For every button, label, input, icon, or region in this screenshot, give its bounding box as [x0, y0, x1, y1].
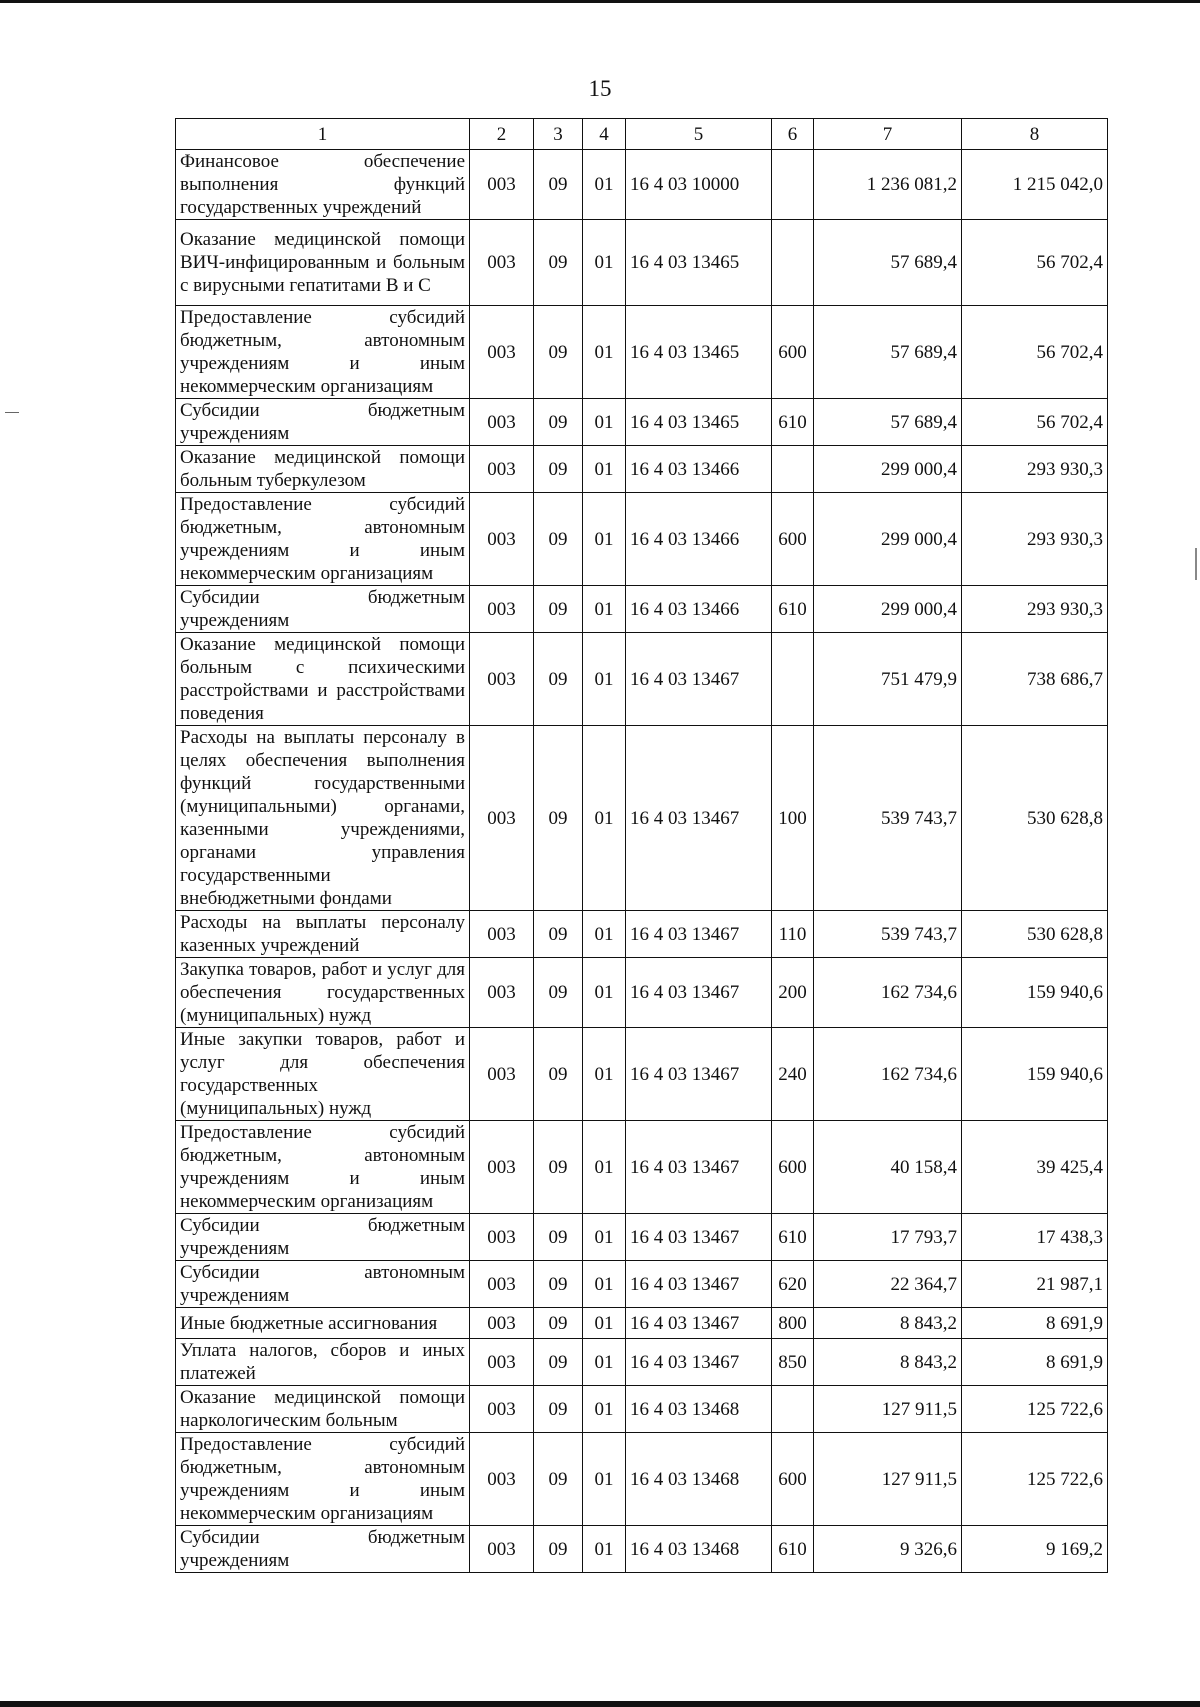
target-article-cell: 16 4 03 13467 — [626, 633, 772, 726]
header-col-7: 7 — [814, 119, 962, 150]
row-name-cell: Предоставление субсидий бюджетным, автономным учреждениям и иным некоммерческим организациям — [176, 493, 470, 586]
expense-type-cell: 800 — [772, 1308, 814, 1339]
section-code-cell: 09 — [534, 1308, 583, 1339]
amount-year2-cell: 56 702,4 — [962, 306, 1108, 399]
section-code-cell: 09 — [534, 493, 583, 586]
row-name-cell: Уплата налогов, сборов и иных платежей — [176, 1339, 470, 1386]
left-margin-mark — [5, 412, 19, 413]
row-name-cell: Расходы на выплаты персоналу в целях обеспечения выполнения функций государственными (муниципальными) органами, казенными учреждениями, органами управления государственными внебюджетными фондами — [176, 726, 470, 911]
bottom-scan-border — [0, 1701, 1200, 1707]
subsection-code-cell: 01 — [583, 586, 626, 633]
subsection-code-cell: 01 — [583, 958, 626, 1028]
amount-year2-cell: 1 215 042,0 — [962, 150, 1108, 220]
target-article-cell: 16 4 03 10000 — [626, 150, 772, 220]
section-code-cell: 09 — [534, 586, 583, 633]
target-article-cell: 16 4 03 13468 — [626, 1526, 772, 1573]
table-row — [176, 1028, 1108, 1121]
row-name-cell: Субсидии бюджетным учреждениям — [176, 1526, 470, 1573]
section-code-cell: 09 — [534, 1339, 583, 1386]
table-row — [176, 399, 1108, 446]
expense-type-cell — [772, 220, 814, 306]
row-name-cell: Оказание медицинской помощи ВИЧ-инфицированным и больным с вирусными гепатитами В и С — [176, 220, 470, 306]
ministry-code-cell: 003 — [470, 726, 534, 911]
page-number: 15 — [588, 76, 612, 101]
target-article-cell: 16 4 03 13467 — [626, 726, 772, 911]
table-row — [176, 1214, 1108, 1261]
section-code-cell: 09 — [534, 1261, 583, 1308]
subsection-code-cell: 01 — [583, 306, 626, 399]
ministry-code-cell: 003 — [470, 1028, 534, 1121]
amount-year1-cell: 57 689,4 — [814, 306, 962, 399]
amount-year2-cell: 293 930,3 — [962, 586, 1108, 633]
expense-type-cell: 610 — [772, 1526, 814, 1573]
row-name-cell: Оказание медицинской помощи больным с психическими расстройствами и расстройствами поведения — [176, 633, 470, 726]
expense-type-cell: 100 — [772, 726, 814, 911]
subsection-code-cell: 01 — [583, 1308, 626, 1339]
target-article-cell: 16 4 03 13468 — [626, 1386, 772, 1433]
table-row — [176, 586, 1108, 633]
ministry-code-cell: 003 — [470, 1261, 534, 1308]
table-row — [176, 1261, 1108, 1308]
section-code-cell: 09 — [534, 958, 583, 1028]
amount-year1-cell: 299 000,4 — [814, 446, 962, 493]
expense-type-cell — [772, 150, 814, 220]
header-col-2: 2 — [470, 119, 534, 150]
expense-type-cell — [772, 1386, 814, 1433]
amount-year2-cell: 56 702,4 — [962, 399, 1108, 446]
amount-year2-cell: 293 930,3 — [962, 493, 1108, 586]
table-row — [176, 633, 1108, 726]
row-name-cell: Закупка товаров, работ и услуг для обеспечения государственных (муниципальных) нужд — [176, 958, 470, 1028]
section-code-cell: 09 — [534, 446, 583, 493]
ministry-code-cell: 003 — [470, 1308, 534, 1339]
section-code-cell: 09 — [534, 399, 583, 446]
table-row — [176, 1339, 1108, 1386]
expense-type-cell: 110 — [772, 911, 814, 958]
expense-type-cell — [772, 633, 814, 726]
table-row — [176, 446, 1108, 493]
expense-type-cell: 200 — [772, 958, 814, 1028]
amount-year1-cell: 57 689,4 — [814, 220, 962, 306]
amount-year2-cell: 9 169,2 — [962, 1526, 1108, 1573]
amount-year2-cell: 125 722,6 — [962, 1386, 1108, 1433]
section-code-cell: 09 — [534, 1386, 583, 1433]
row-name-cell: Оказание медицинской помощи больным туберкулезом — [176, 446, 470, 493]
subsection-code-cell: 01 — [583, 1028, 626, 1121]
expense-type-cell: 610 — [772, 399, 814, 446]
row-name-cell: Иные закупки товаров, работ и услуг для обеспечения государственных (муниципальных) нужд — [176, 1028, 470, 1121]
row-name-cell: Субсидии бюджетным учреждениям — [176, 399, 470, 446]
row-name-cell: Предоставление субсидий бюджетным, автономным учреждениям и иным некоммерческим организациям — [176, 306, 470, 399]
row-name-cell: Субсидии автономным учреждениям — [176, 1261, 470, 1308]
target-article-cell: 16 4 03 13467 — [626, 1028, 772, 1121]
amount-year2-cell: 159 940,6 — [962, 958, 1108, 1028]
target-article-cell: 16 4 03 13467 — [626, 1121, 772, 1214]
section-code-cell: 09 — [534, 1433, 583, 1526]
header-col-6: 6 — [772, 119, 814, 150]
subsection-code-cell: 01 — [583, 1339, 626, 1386]
amount-year1-cell: 751 479,9 — [814, 633, 962, 726]
table-row — [176, 1308, 1108, 1339]
subsection-code-cell: 01 — [583, 1433, 626, 1526]
row-name-cell: Оказание медицинской помощи наркологическим больным — [176, 1386, 470, 1433]
expense-type-cell: 850 — [772, 1339, 814, 1386]
amount-year2-cell: 293 930,3 — [962, 446, 1108, 493]
expense-type-cell: 600 — [772, 306, 814, 399]
amount-year1-cell: 127 911,5 — [814, 1433, 962, 1526]
subsection-code-cell: 01 — [583, 150, 626, 220]
ministry-code-cell: 003 — [470, 493, 534, 586]
amount-year1-cell: 127 911,5 — [814, 1386, 962, 1433]
amount-year1-cell: 1 236 081,2 — [814, 150, 962, 220]
target-article-cell: 16 4 03 13467 — [626, 1261, 772, 1308]
table-row — [176, 150, 1108, 220]
ministry-code-cell: 003 — [470, 1433, 534, 1526]
amount-year1-cell: 162 734,6 — [814, 1028, 962, 1121]
subsection-code-cell: 01 — [583, 1121, 626, 1214]
amount-year2-cell: 125 722,6 — [962, 1433, 1108, 1526]
row-name-cell: Субсидии бюджетным учреждениям — [176, 586, 470, 633]
header-col-5: 5 — [626, 119, 772, 150]
ministry-code-cell: 003 — [470, 911, 534, 958]
ministry-code-cell: 003 — [470, 399, 534, 446]
row-name-cell: Предоставление субсидий бюджетным, автономным учреждениям и иным некоммерческим организациям — [176, 1121, 470, 1214]
expense-type-cell: 600 — [772, 1121, 814, 1214]
section-code-cell: 09 — [534, 633, 583, 726]
ministry-code-cell: 003 — [470, 306, 534, 399]
target-article-cell: 16 4 03 13465 — [626, 399, 772, 446]
expense-type-cell: 620 — [772, 1261, 814, 1308]
amount-year1-cell: 539 743,7 — [814, 726, 962, 911]
budget-table — [175, 118, 1108, 1573]
ministry-code-cell: 003 — [470, 1526, 534, 1573]
target-article-cell: 16 4 03 13467 — [626, 911, 772, 958]
section-code-cell: 09 — [534, 911, 583, 958]
subsection-code-cell: 01 — [583, 493, 626, 586]
subsection-code-cell: 01 — [583, 633, 626, 726]
ministry-code-cell: 003 — [470, 1214, 534, 1261]
target-article-cell: 16 4 03 13465 — [626, 306, 772, 399]
header-col-1: 1 — [176, 119, 470, 150]
top-scan-border — [0, 0, 1200, 3]
target-article-cell: 16 4 03 13465 — [626, 220, 772, 306]
subsection-code-cell: 01 — [583, 399, 626, 446]
subsection-code-cell: 01 — [583, 726, 626, 911]
amount-year2-cell: 530 628,8 — [962, 726, 1108, 911]
table-row — [176, 220, 1108, 306]
target-article-cell: 16 4 03 13466 — [626, 493, 772, 586]
target-article-cell: 16 4 03 13468 — [626, 1433, 772, 1526]
table-row — [176, 911, 1108, 958]
section-code-cell: 09 — [534, 726, 583, 911]
row-name-cell: Финансовое обеспечение выполнения функций государственных учреждений — [176, 150, 470, 220]
amount-year1-cell: 299 000,4 — [814, 586, 962, 633]
section-code-cell: 09 — [534, 1526, 583, 1573]
ministry-code-cell: 003 — [470, 958, 534, 1028]
ministry-code-cell: 003 — [470, 1386, 534, 1433]
section-code-cell: 09 — [534, 1214, 583, 1261]
amount-year1-cell: 57 689,4 — [814, 399, 962, 446]
amount-year2-cell: 530 628,8 — [962, 911, 1108, 958]
table-row — [176, 1433, 1108, 1526]
amount-year1-cell: 8 843,2 — [814, 1339, 962, 1386]
amount-year1-cell: 22 364,7 — [814, 1261, 962, 1308]
expense-type-cell — [772, 446, 814, 493]
ministry-code-cell: 003 — [470, 150, 534, 220]
section-code-cell: 09 — [534, 1028, 583, 1121]
row-name-cell: Субсидии бюджетным учреждениям — [176, 1214, 470, 1261]
subsection-code-cell: 01 — [583, 1386, 626, 1433]
amount-year1-cell: 8 843,2 — [814, 1308, 962, 1339]
subsection-code-cell: 01 — [583, 1214, 626, 1261]
section-code-cell: 09 — [534, 1121, 583, 1214]
amount-year1-cell: 539 743,7 — [814, 911, 962, 958]
header-col-4: 4 — [583, 119, 626, 150]
table-row — [176, 1386, 1108, 1433]
header-row — [176, 119, 1108, 150]
table-row — [176, 958, 1108, 1028]
table-row — [176, 1121, 1108, 1214]
amount-year2-cell: 56 702,4 — [962, 220, 1108, 306]
subsection-code-cell: 01 — [583, 911, 626, 958]
right-margin-mark — [1195, 548, 1197, 580]
table-row — [176, 1526, 1108, 1573]
subsection-code-cell: 01 — [583, 220, 626, 306]
amount-year1-cell: 17 793,7 — [814, 1214, 962, 1261]
ministry-code-cell: 003 — [470, 220, 534, 306]
amount-year2-cell: 21 987,1 — [962, 1261, 1108, 1308]
subsection-code-cell: 01 — [583, 1261, 626, 1308]
header-col-8: 8 — [962, 119, 1108, 150]
amount-year2-cell: 738 686,7 — [962, 633, 1108, 726]
section-code-cell: 09 — [534, 220, 583, 306]
target-article-cell: 16 4 03 13466 — [626, 446, 772, 493]
amount-year1-cell: 162 734,6 — [814, 958, 962, 1028]
target-article-cell: 16 4 03 13467 — [626, 958, 772, 1028]
expense-type-cell: 240 — [772, 1028, 814, 1121]
row-name-cell: Расходы на выплаты персоналу казенных учреждений — [176, 911, 470, 958]
amount-year2-cell: 17 438,3 — [962, 1214, 1108, 1261]
target-article-cell: 16 4 03 13467 — [626, 1339, 772, 1386]
ministry-code-cell: 003 — [470, 586, 534, 633]
amount-year2-cell: 8 691,9 — [962, 1339, 1108, 1386]
ministry-code-cell: 003 — [470, 1121, 534, 1214]
amount-year2-cell: 159 940,6 — [962, 1028, 1108, 1121]
header-col-3: 3 — [534, 119, 583, 150]
table-row — [176, 726, 1108, 911]
target-article-cell: 16 4 03 13466 — [626, 586, 772, 633]
table-row — [176, 493, 1108, 586]
ministry-code-cell: 003 — [470, 446, 534, 493]
amount-year1-cell: 9 326,6 — [814, 1526, 962, 1573]
section-code-cell: 09 — [534, 306, 583, 399]
target-article-cell: 16 4 03 13467 — [626, 1214, 772, 1261]
subsection-code-cell: 01 — [583, 1526, 626, 1573]
target-article-cell: 16 4 03 13467 — [626, 1308, 772, 1339]
amount-year1-cell: 299 000,4 — [814, 493, 962, 586]
ministry-code-cell: 003 — [470, 1339, 534, 1386]
amount-year1-cell: 40 158,4 — [814, 1121, 962, 1214]
expense-type-cell: 600 — [772, 493, 814, 586]
expense-type-cell: 610 — [772, 586, 814, 633]
amount-year2-cell: 8 691,9 — [962, 1308, 1108, 1339]
amount-year2-cell: 39 425,4 — [962, 1121, 1108, 1214]
row-name-cell: Предоставление субсидий бюджетным, автономным учреждениям и иным некоммерческим организациям — [176, 1433, 470, 1526]
expense-type-cell: 600 — [772, 1433, 814, 1526]
row-name-cell: Иные бюджетные ассигнования — [176, 1308, 470, 1339]
subsection-code-cell: 01 — [583, 446, 626, 493]
expense-type-cell: 610 — [772, 1214, 814, 1261]
ministry-code-cell: 003 — [470, 633, 534, 726]
table-row — [176, 306, 1108, 399]
section-code-cell: 09 — [534, 150, 583, 220]
